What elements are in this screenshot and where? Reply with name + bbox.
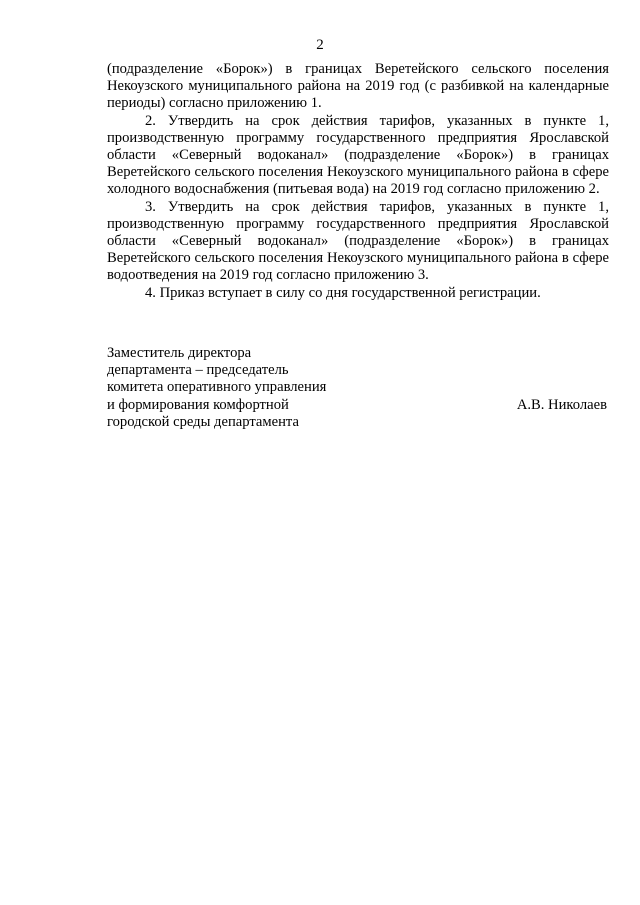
paragraph-4: 4. Приказ вступает в силу со дня государственной регистрации. [145, 284, 541, 301]
order-body [107, 61, 609, 302]
signatory-title-line: городской среды департамента [107, 413, 299, 430]
paragraph-2: 2. Утвердить на срок действия тарифов, указанных в пункте 1, производственную программу государственного предприятия Ярославской области «Северный водоканал» (подразделение «Борок») в границах Веретейского сельского поселения Некоузского муниципального района в сфере холодного водоснабжения (питьевая вода) на 2019 год согласно приложению 2. [107, 112, 609, 198]
page-number: 2 [316, 37, 324, 53]
signatory-name: А.В. Николаев [516, 396, 607, 413]
signatory-title-line: департамента – председатель [107, 362, 289, 379]
signature-block [107, 345, 609, 431]
signatory-title-line: комитета оперативного управления [107, 379, 327, 396]
paragraph-1-continuation: (подразделение «Борок») в границах Веретейского сельского поселения Некоузского муниципального района на 2019 год (с разбивкой на календарные периоды) согласно приложению 1. [107, 61, 609, 112]
signatory-title-line: и формирования комфортной [107, 396, 289, 413]
signatory-title-line: Заместитель директора [107, 345, 252, 361]
paragraph-3: 3. Утвердить на срок действия тарифов, указанных в пункте 1, производственную программу государственного предприятия Ярославской области «Северный водоканал» (подразделение «Борок») в границах Веретейского сельского поселения Некоузского муниципального района в сфере водоотведения на 2019 год согласно приложению 3. [107, 198, 609, 284]
